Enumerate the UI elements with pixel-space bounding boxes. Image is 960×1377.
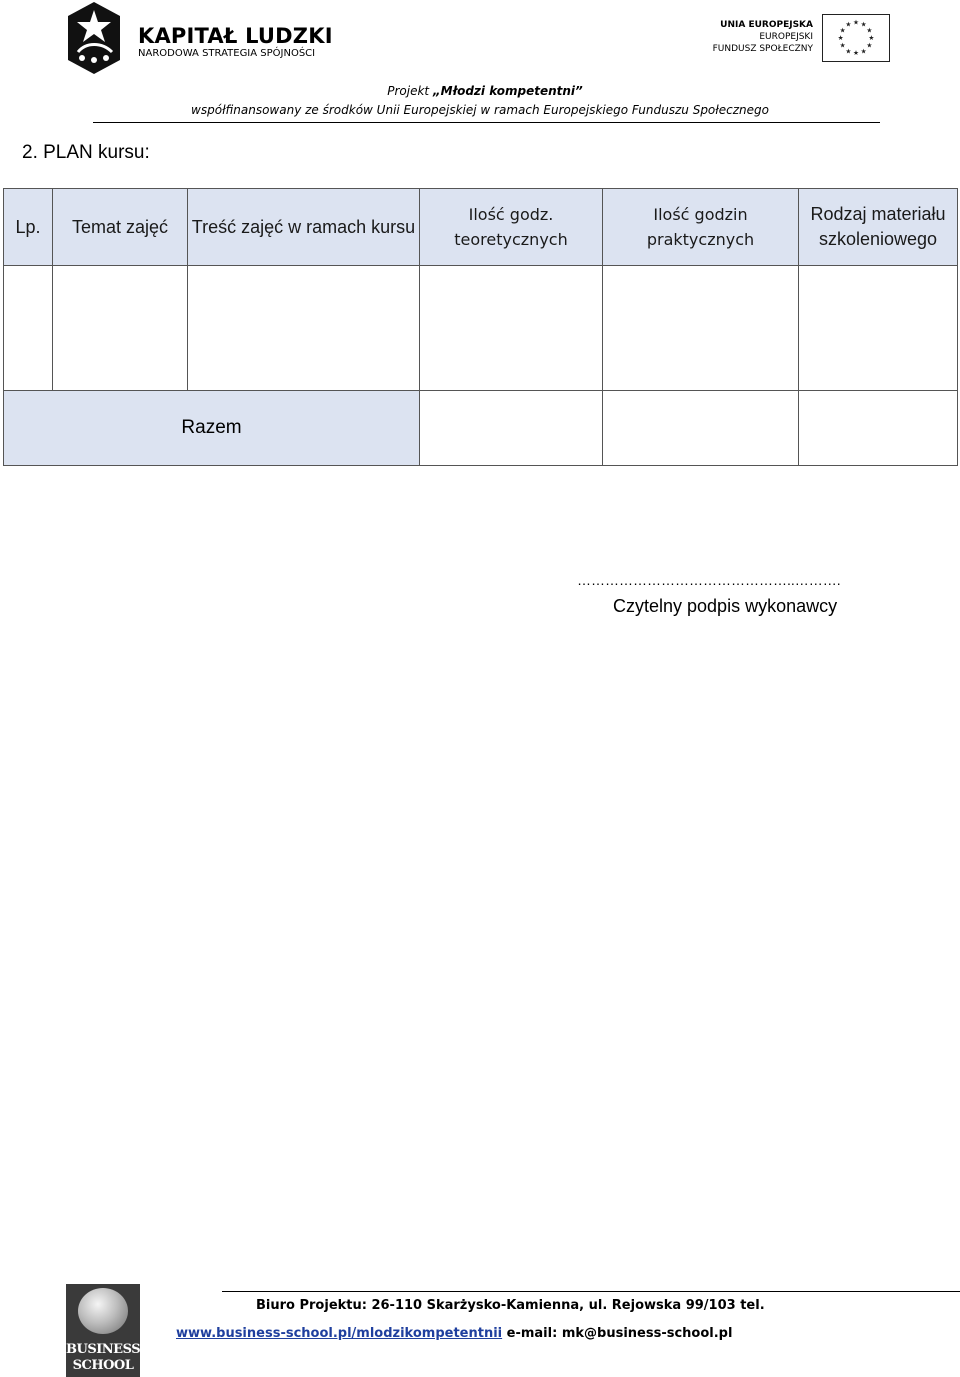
header-theory-hours: Ilość godz. teoretycznych xyxy=(420,189,603,266)
svg-text:★: ★ xyxy=(868,33,875,42)
footer-email: e-mail: mk@business-school.pl xyxy=(506,1326,733,1341)
cell-material-type[interactable] xyxy=(799,266,958,391)
svg-text:★: ★ xyxy=(845,47,852,56)
header-topic: Temat zajęć xyxy=(53,189,188,266)
total-material[interactable] xyxy=(799,391,958,466)
table-header-row xyxy=(4,189,958,266)
total-label: Razem xyxy=(4,391,420,466)
svg-text:★: ★ xyxy=(866,41,873,50)
cell-practice-hours[interactable] xyxy=(603,266,799,391)
business-school-logo xyxy=(66,1284,140,1377)
svg-text:★: ★ xyxy=(845,20,852,29)
signature-label: Czytelny podpis wykonawcy xyxy=(613,596,838,616)
svg-text:★: ★ xyxy=(853,49,859,58)
footer-contact xyxy=(176,1326,732,1341)
course-plan-table xyxy=(3,188,958,466)
header-lp: Lp. xyxy=(4,189,53,266)
svg-text:★: ★ xyxy=(839,41,846,50)
kapital-ludzki-emblem-icon xyxy=(68,2,120,74)
footer-divider xyxy=(222,1291,960,1292)
total-row xyxy=(4,391,958,466)
eu-logo xyxy=(712,14,893,64)
svg-text:★: ★ xyxy=(837,33,844,42)
globe-icon xyxy=(78,1288,128,1334)
svg-text:★: ★ xyxy=(853,18,859,27)
business-school-logo-line1: BUSINESS xyxy=(66,1342,141,1357)
eu-flag-icon xyxy=(822,14,890,62)
svg-text:★: ★ xyxy=(860,47,867,56)
table-row xyxy=(4,266,958,391)
eu-line-1: UNIA EUROPEJSKA xyxy=(720,20,813,30)
cofinance-note: współfinansowany ze środków Unii Europejskiej w ramach Europejskiego Funduszu Społecznego xyxy=(191,103,769,117)
cell-theory-hours[interactable] xyxy=(420,266,603,391)
svg-text:★: ★ xyxy=(839,26,846,35)
total-theory-hours[interactable] xyxy=(420,391,603,466)
cell-content[interactable] xyxy=(188,266,420,391)
kapital-ludzki-subtitle: NARODOWA STRATEGIA SPÓJNOŚCI xyxy=(138,48,316,59)
kapital-ludzki-title: KAPITAŁ LUDZKI xyxy=(138,24,333,48)
project-title xyxy=(190,84,780,98)
header-divider xyxy=(93,122,880,123)
footer-address: Biuro Projektu: 26-110 Skarżysko-Kamienna, ul. Rejowska 99/103 tel. xyxy=(256,1298,765,1313)
kapital-ludzki-logo xyxy=(68,2,333,74)
svg-text:★: ★ xyxy=(860,20,867,29)
signature-line: ………………………………………..………. xyxy=(577,572,841,588)
cell-topic[interactable] xyxy=(53,266,188,391)
header-practice-hours: Ilość godzin praktycznych xyxy=(603,189,799,266)
footer-website-link[interactable]: www.business-school.pl/mlodzikompetentnii xyxy=(176,1326,503,1341)
eu-logo-text xyxy=(713,19,813,55)
header-material-type: Rodzaj materiału szkoleniowego xyxy=(799,189,958,266)
total-practice-hours[interactable] xyxy=(603,391,799,466)
svg-text:★: ★ xyxy=(866,26,873,35)
header-content: Treść zajęć w ramach kursu xyxy=(188,189,420,266)
section-title: 2. PLAN kursu: xyxy=(22,142,150,163)
project-prefix: Projekt xyxy=(387,84,433,98)
project-name: „Młodzi kompetentni” xyxy=(432,84,583,98)
eu-line-3: FUNDUSZ SPOŁECZNY xyxy=(712,44,813,54)
eu-line-2: EUROPEJSKI xyxy=(759,32,813,42)
cell-lp[interactable] xyxy=(4,266,53,391)
business-school-logo-line2: SCHOOL xyxy=(72,1358,134,1373)
